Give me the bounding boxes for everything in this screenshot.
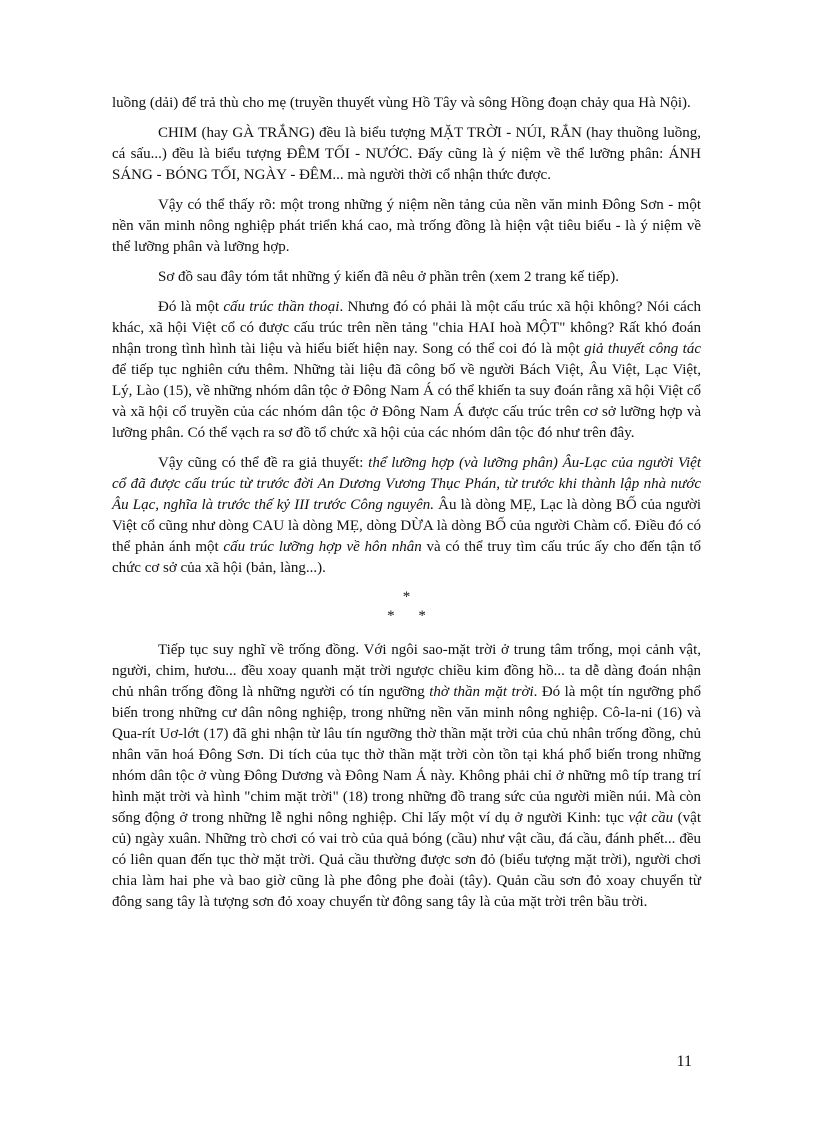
text-run: luồng (dải) để trả thù cho mẹ (truyền thuyết vùng Hồ Tây và sông Hồng đoạn chảy qua Hà Nội). — [112, 95, 691, 111]
text-run: (vật củ) ngày xuân. Những trò chơi có vai trò của quả bóng (cầu) như vật cầu, đá cầu, đánh phết... đều có liên quan đến tục thờ mặt trời. Quả cầu thường được sơn đỏ (biểu tượng mặt trời), người chơi chia làm hai phe và bao giờ cũng là phe đông phe đoài (tây). Quản cầu sơn đỏ xoay chuyển từ đông sang tây là tượng sơn đỏ xoay chuyển từ đông sang tây là của mặt trời trên bầu trời. — [112, 810, 701, 910]
paragraph — [112, 93, 701, 114]
text-run: Đó là một — [158, 299, 224, 315]
paragraph — [112, 195, 701, 258]
text-run: . Đó là một tín ngưỡng phổ biến trong những cư dân nông nghiệp, trong những nền văn minh nông nghiệp. Cô-la-ni (16) và Qua-rít Uơ-lớt (17) đã ghi nhận từ lâu tín ngưỡng thờ thần mặt trời của chủ nhân trống đồng, chủ nhân văn hoá Đông Sơn. Di tích của tục thờ thần mặt trời còn tồn tại khá phổ biến trong những nhóm dân tộc ở vùng Đông Dương và Đông Nam Á này. Không phải chỉ ở những mô típ trang trí hình mặt trời và hình "chim mặt trời" (18) trong những đồ trang sức của người miền núi. Mà còn sống động ở trong những lễ nghi nông nghiệp. Chỉ lấy một ví dụ ở người Kinh: tục — [112, 684, 701, 826]
paragraph — [112, 267, 701, 288]
italic-phrase: cấu trúc thần thoại — [223, 299, 340, 315]
italic-phrase: vật cầu — [628, 810, 674, 826]
italic-phrase: thờ thần mặt trời — [429, 684, 534, 700]
italic-phrase: giả thuyết công tác — [584, 341, 701, 357]
paragraph — [112, 297, 701, 444]
paragraph — [112, 453, 701, 579]
separator-stars: * * — [387, 608, 426, 624]
italic-phrase: cấu trúc lưỡng hợp về hôn nhân — [223, 539, 422, 555]
section-separator — [112, 588, 701, 626]
page-number: 11 — [676, 1053, 692, 1070]
body-text — [112, 93, 701, 922]
text-run: . Nhưng đó có phải là một cấu trúc xã hội không? Nói cách khác, xã hội Việt cổ có được cấu trúc trên nền tảng "chia HAI hoà MỘT" không? Rất khó đoán nhận trong tình hình tài liệu và hiểu biết hiện nay. Song có thể coi đó là một — [112, 299, 702, 357]
text-run: và có thể truy tìm cấu trúc ấy cho đến tận tổ chức cơ sở của xã hội (bản, làng...). — [112, 539, 701, 576]
text-run: Sơ đồ sau đây tóm tắt những ý kiến đã nêu ở phần trên (xem 2 trang kế tiếp). — [158, 269, 619, 285]
paragraph — [112, 640, 701, 913]
text-run: để tiếp tục nghiên cứu thêm. Những tài liệu đã công bố về người Bách Việt, Âu Việt, Lạc Việt, Lý, Lào (15), về những nhóm dân tộc ở Đông Nam Á có thể khiến ta suy đoán rằng xã hội Việt cổ và xã hội cổ truyền của các nhóm dân tộc ở Đông Nam Á được cấu trúc trên cơ sở lưỡng hợp và lưỡng phân. Có thể vạch ra sơ đồ tổ chức xã hội của các nhóm dân tộc đó như trên đây. — [112, 362, 701, 441]
text-run: Vậy cũng có thể đề ra giả thuyết: — [158, 455, 369, 471]
text-run: Vậy có thể thấy rõ: một trong những ý niệm nền tảng của nền văn minh Đông Sơn - một nền văn minh nông nghiệp phát triển khá cao, mà trống đồng là hiện vật tiêu biểu - là ý niệm về thể lưỡng phân và lưỡng hợp. — [112, 197, 701, 255]
italic-phrase: thể lưỡng hợp (và lưỡng phân) Âu-Lạc của người Việt cổ đã được cấu trúc từ trước đời An Dương Vương Thục Phán, từ trước khi thành lập nhà nước Âu Lạc, nghĩa là trước thế kỷ III trước Công nguyên. — [112, 455, 701, 513]
separator-star: * — [402, 589, 411, 605]
text-run: CHIM (hay GÀ TRẮNG) đều là biểu tượng MẶT TRỜI - NÚI, RẮN (hay thuồng luồng, cá sấu...) đều là biểu tượng ĐÊM TỐI - NƯỚC. Đấy cũng là ý niệm về thể lưỡng phân: ÁNH SÁNG - BÓNG TỐI, NGÀY - ĐÊM... mà người thời cổ nhận thức được. — [112, 125, 701, 183]
text-run: Tiếp tục suy nghĩ về trống đồng. Với ngôi sao-mặt trời ở trung tâm trống, mọi cảnh vật, người, chim, hươu... đều xoay quanh mặt trời ngược chiều kim đồng hồ... ta dễ dàng đoán nhận chủ nhân trống đồng là những người có tín ngưỡng — [112, 642, 701, 700]
text-run: Âu là dòng MẸ, Lạc là dòng BỐ của người Việt cổ cũng như dòng CAU là dòng MẸ, dòng DỪA là dòng BỐ của người Chàm cổ. Điều đó có thể phản ánh một — [112, 497, 701, 555]
paragraph — [112, 123, 701, 186]
